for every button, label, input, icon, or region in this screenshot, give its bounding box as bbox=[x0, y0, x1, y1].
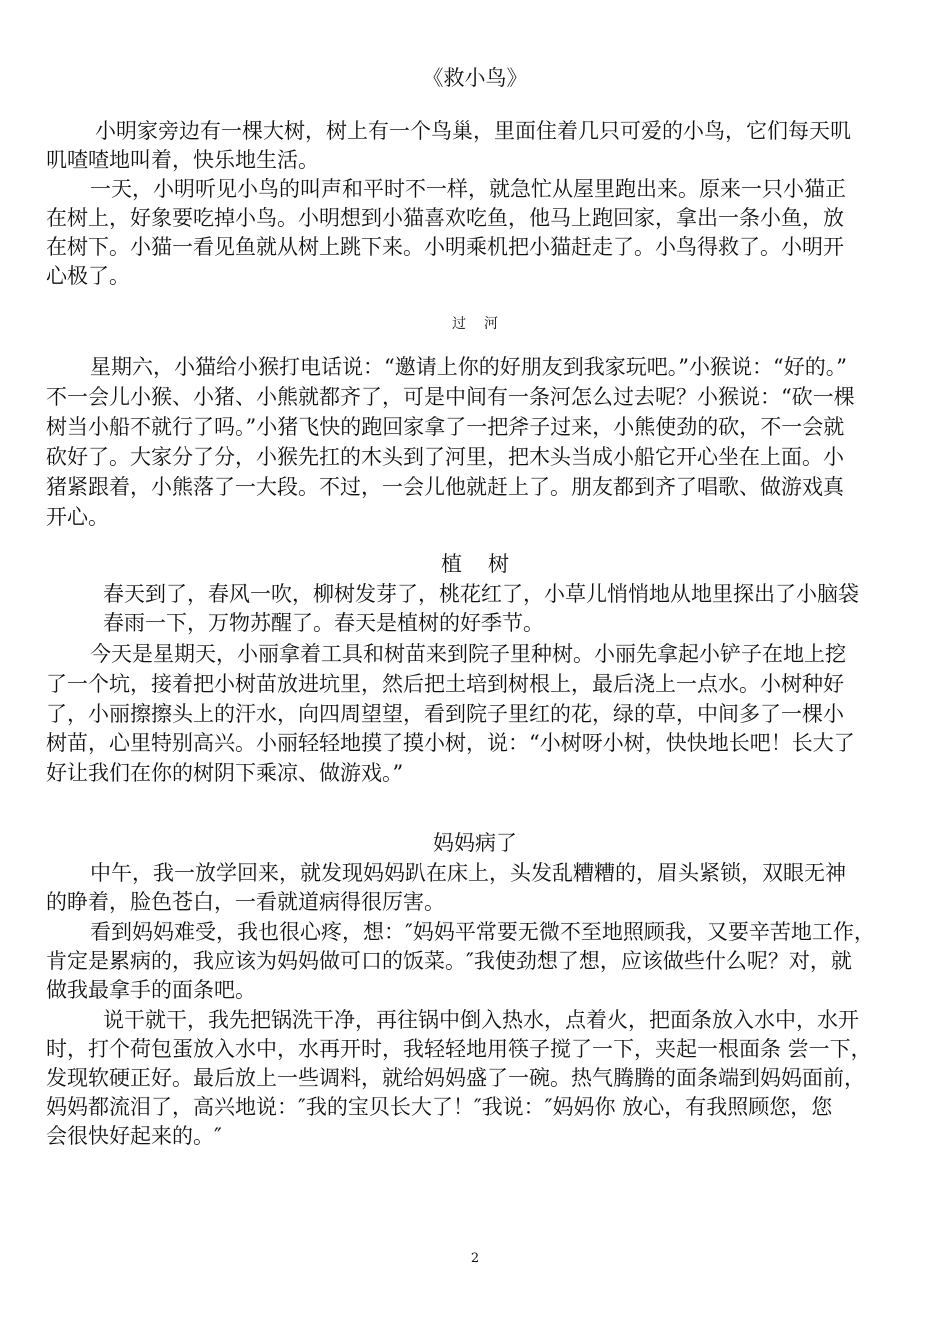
paragraph-line: 树当小船不就行了吗。”小猪飞快的跑回家拿了一把斧子过来，小熊使劲的砍，不一会就 bbox=[46, 415, 845, 439]
paragraph-line: 春雨一下，万物苏醒了。春天是植树的好季节。 bbox=[103, 611, 544, 635]
paragraph-line: 砍好了。大家分了分，小猴先扛的木头到了河里，把木头当成小船它开心坐在上面。小 bbox=[46, 445, 844, 469]
paragraph-line: 猪紧跟着，小熊落了一大段。不过，一会儿他就赶上了。朋友都到齐了唱歌、做游戏真 bbox=[46, 475, 844, 499]
paragraph-line: 心极了。 bbox=[46, 264, 130, 288]
story-title: 过河 bbox=[452, 316, 516, 332]
paragraph-line: 不一会儿小猴、小猪、小熊就都齐了，可是中间有一条河怎么过去呢？小猴说：“砍一棵 bbox=[46, 385, 855, 409]
paragraph-line: 今天是星期天，小丽拿着工具和树苗来到院子里种树。小丽先拿起小铲子在地上挖 bbox=[90, 642, 846, 666]
paragraph-line: 在树下。小猫一看见鱼就从树上跳下来。小明乘机把小猫赶走了。小鸟得救了。小明开 bbox=[46, 235, 844, 259]
paragraph-line: 看到妈妈难受，我也很心疼，想：″妈妈平常要无微不至地照顾我，又要辛苦地工作， bbox=[90, 920, 875, 944]
paragraph-line: 在树上，好象要吃掉小鸟。小明想到小猫喜欢吃鱼，他马上跑回家，拿出一条小鱼，放 bbox=[46, 206, 844, 230]
paragraph-line: 开心。 bbox=[46, 505, 109, 529]
paragraph-line: 中午，我一放学回来，就发现妈妈趴在床上，头发乱糟糟的，眉头紧锁，双眼无神 bbox=[90, 861, 846, 885]
paragraph-line: 会很快好起来的。″ bbox=[46, 1124, 222, 1148]
paragraph-line: 肯定是累病的，我应该为妈妈做可口的饭菜。″我使劲想了想，应该做些什么呢？对，就 bbox=[46, 949, 852, 973]
paragraph-line: 的睁着，脸色苍白，一看就道病得很厉害。 bbox=[46, 890, 445, 914]
paragraph-line: 发现软硬正好。最后放上一些调料，就给妈妈盛了一碗。热气腾腾的面条端到妈妈面前， bbox=[46, 1066, 865, 1090]
page-number: 2 bbox=[470, 1251, 480, 1266]
paragraph-line: 星期六，小猫给小猴打电话说：“邀请上你的好朋友到我家玩吧。”小猴说：“好的。” bbox=[90, 355, 847, 379]
paragraph-line: 叽喳喳地叫着，快乐地生活。 bbox=[46, 148, 319, 172]
paragraph-line: 春天到了，春风一吹，柳树发芽了，桃花红了，小草儿悄悄地从地里探出了小脑袋 bbox=[103, 582, 859, 606]
paragraph-line: 做我最拿手的面条吧。 bbox=[46, 978, 256, 1002]
paragraph-line: 一天，小明听见小鸟的叫声和平时不一样，就急忙从屋里跑出来。原来一只小猫正 bbox=[90, 177, 846, 201]
paragraph-line: 小明家旁边有一棵大树，树上有一个鸟巢，里面住着几只可爱的小鸟，它们每天叽 bbox=[95, 119, 851, 143]
paragraph-line: 妈妈都流泪了，高兴地说：″我的宝贝长大了！″我说：″妈妈你 放心，有我照顾您，您 bbox=[46, 1095, 833, 1119]
paragraph-line: 树苗，心里特别高兴。小丽轻轻地摸了摸小树，说：“小树呀小树，快快地长吧！长大了 bbox=[46, 731, 855, 755]
paragraph-line: 好让我们在你的树阴下乘凉、做游戏。” bbox=[46, 761, 404, 785]
story-title: 妈妈病了 bbox=[433, 831, 517, 855]
paragraph-line: 了，小丽擦擦头上的汗水，向四周望望，看到院子里红的花，绿的草，中间多了一棵小 bbox=[46, 702, 844, 726]
story-title: 《救小鸟》 bbox=[422, 66, 528, 90]
paragraph-line: 了一个坑，接着把小树苗放进坑里，然后把土培到树根上，最后浇上一点水。小树种好 bbox=[46, 672, 844, 696]
story-title: 植树 bbox=[441, 552, 535, 576]
paragraph-line: 时，打个荷包蛋放入水中，水再开时，我轻轻地用筷子搅了一下，夹起一根面条 尝一下， bbox=[46, 1037, 872, 1061]
paragraph-line: 说干就干，我先把锅洗干净，再往锅中倒入热水，点着火，把面条放入水中，水开 bbox=[103, 1008, 859, 1032]
